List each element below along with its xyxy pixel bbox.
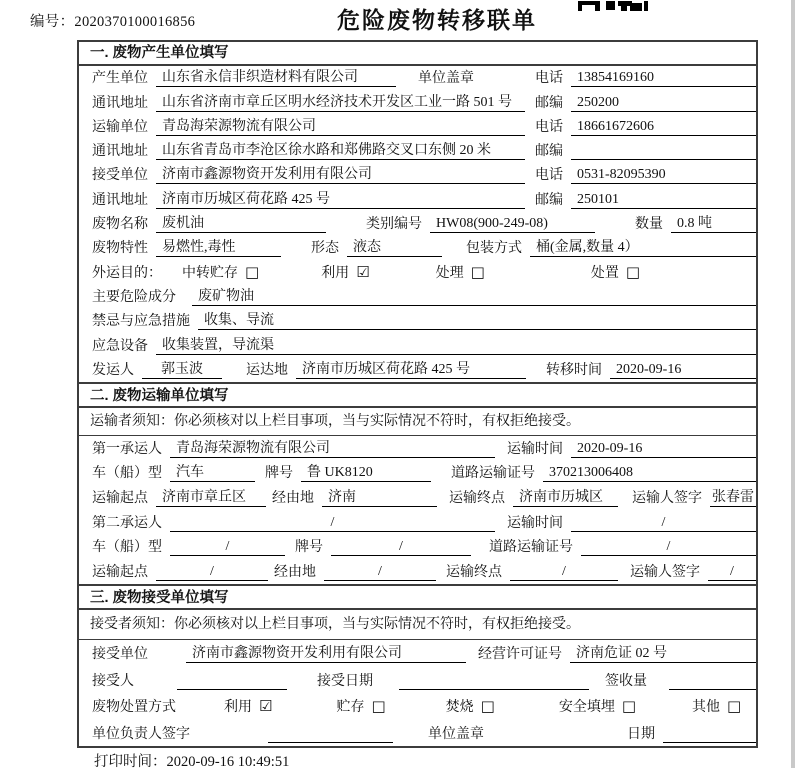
row-first-carrier	[79, 436, 756, 461]
disposal-option-burn	[446, 696, 495, 716]
terminus1-value: 济南市历城区	[513, 486, 618, 507]
date-value	[663, 726, 756, 743]
receiver-unit-value: 济南市鑫源物资开发利用有限公司	[156, 163, 525, 184]
shipper-value: 郭玉波	[142, 358, 222, 379]
transport-zip-label: 邮编	[535, 144, 563, 160]
emergency-value: 收集、导流	[198, 309, 756, 330]
disposal-landfill-label: 安全填埋	[558, 700, 615, 716]
disposal-use-label: 利用	[224, 700, 252, 716]
generator-unit-label: 产生单位	[92, 71, 148, 87]
responsible-sign-label: 单位负责人签字	[92, 726, 190, 742]
section1-title: 一. 废物产生单位填写	[79, 42, 756, 66]
transport-time2-value: /	[571, 515, 756, 532]
generator-phone-value: 13854169160	[571, 70, 756, 87]
disposal-other-checkbox: □	[727, 697, 742, 716]
print-time-value: 2020-09-16 10:49:51	[166, 754, 290, 768]
section2-content	[79, 408, 756, 584]
transport-phone-label: 电话	[535, 119, 563, 135]
vehicle2-value: /	[170, 539, 285, 556]
disposal-method-label: 废物处置方式	[92, 700, 176, 716]
purpose-use-checkbox: ☑	[356, 262, 370, 281]
emergency-label: 禁忌与应急措施	[92, 314, 190, 330]
plate2-value: /	[331, 539, 471, 556]
row-transport-purpose	[79, 260, 756, 284]
sign1-value: 张春雷	[710, 486, 756, 507]
via1-value: 济南	[322, 486, 437, 507]
plate1-value: 鲁 UK8120	[301, 461, 431, 482]
unit-seal3-label: 单位盖章	[428, 726, 484, 742]
road-cert2-label: 道路运输证号	[489, 540, 573, 556]
via2-value: /	[324, 564, 436, 581]
waste-name-value: 废机油	[156, 212, 326, 233]
disposal-option-other	[692, 696, 741, 716]
row-transport-unit	[79, 115, 756, 139]
transporter-notice: 运输者须知：你必须核对以上栏目事项，当与实际情况不符时，有权拒绝接受。	[79, 408, 756, 436]
row-waste-name	[79, 212, 756, 236]
road-cert1-label: 道路运输证号	[451, 466, 535, 482]
row-shipper	[79, 358, 756, 382]
license-label: 经营许可证号	[478, 647, 562, 663]
generator-address-value: 山东省济南市章丘区明水经济技术开发区工业一路 501 号	[156, 91, 525, 112]
page-right-edge	[791, 0, 795, 768]
packing-value: 桶(金属,数量 4）	[530, 236, 756, 257]
generator-zip-value: 250200	[571, 95, 756, 112]
receiver-zip-value: 250101	[571, 192, 756, 209]
generator-phone-label: 电话	[535, 71, 563, 87]
print-time-label: 打印时间：	[94, 754, 167, 768]
via1-label: 经由地	[272, 490, 314, 506]
plate2-label: 牌号	[295, 540, 323, 556]
responsible-sign-value	[268, 726, 393, 743]
receiver-notice: 接受者须知：你必须核对以上栏目事项，当与实际情况不符时，有权拒绝接受。	[79, 610, 756, 640]
disposal-use-checkbox: ☑	[259, 697, 273, 716]
section1-content	[79, 66, 756, 382]
row-vehicle2	[79, 535, 756, 560]
row-transport-address	[79, 139, 756, 163]
transport-address-label: 通讯地址	[92, 144, 148, 160]
destination-value: 济南市历城区荷花路 425 号	[296, 358, 526, 379]
sign2-value: /	[708, 564, 756, 581]
purpose-option-transfer	[182, 262, 259, 282]
row-emergency-measures	[79, 309, 756, 333]
receiver-address-label: 通讯地址	[92, 192, 148, 208]
purpose-treat-checkbox: □	[470, 262, 485, 281]
purpose-treat-label: 处理	[435, 265, 464, 281]
transport-unit-label: 运输单位	[92, 119, 148, 135]
packing-label: 包装方式	[466, 241, 522, 257]
quantity-value: 0.8 吨	[671, 212, 756, 233]
row-disposal-method	[79, 693, 756, 720]
section3-title: 三. 废物接受单位填写	[79, 584, 756, 610]
transport-time1-label: 运输时间	[507, 441, 563, 457]
receiver-phone-label: 电话	[535, 168, 563, 184]
sign1-label: 运输人签字	[632, 490, 702, 506]
transport-time2-label: 运输时间	[507, 515, 563, 531]
row-emergency-equipment	[79, 333, 756, 357]
row-receiver-unit	[79, 163, 756, 187]
print-time	[94, 750, 289, 768]
accept-unit-value: 济南市鑫源物资开发利用有限公司	[186, 642, 466, 663]
transfer-form	[77, 40, 758, 748]
disposal-burn-label: 焚烧	[445, 700, 474, 716]
transport-phone-value: 18661672606	[571, 119, 756, 136]
equipment-label: 应急设备	[92, 338, 148, 354]
qr-code-fragment	[578, 0, 648, 10]
via2-label: 经由地	[274, 564, 316, 580]
purpose-dispose-label: 处置	[590, 265, 619, 281]
shipper-label: 发运人	[92, 362, 134, 378]
generator-unit-value: 山东省永信非织造材料有限公司	[156, 66, 396, 87]
disposal-store-label: 贮存	[336, 700, 365, 716]
terminus2-value: /	[510, 564, 618, 581]
transport-zip-value	[571, 143, 756, 160]
purpose-transfer-label: 中转贮存	[182, 265, 238, 281]
row-accept-unit	[79, 640, 756, 667]
row-hazard-components	[79, 285, 756, 309]
row-generator-address	[79, 90, 756, 114]
second-carrier-value: /	[170, 515, 495, 532]
vehicle1-value: 汽车	[170, 461, 255, 482]
transfer-time-value: 2020-09-16	[610, 362, 756, 379]
accept-person-value	[177, 673, 287, 690]
license-value: 济南危证 02 号	[570, 642, 756, 663]
origin2-value: /	[156, 564, 268, 581]
form-value: 液态	[347, 236, 442, 257]
origin1-value: 济南市章丘区	[156, 486, 266, 507]
accept-date-label: 接受日期	[317, 673, 373, 689]
disposal-burn-checkbox: □	[480, 697, 495, 716]
accept-date-value	[399, 673, 589, 690]
terminus1-label: 运输终点	[449, 490, 505, 506]
row-route1	[79, 485, 756, 510]
doc-number-label: 编号：	[30, 14, 75, 30]
doc-number-value: 2020370100016856	[74, 14, 196, 30]
waste-trait-label: 废物特性	[92, 241, 148, 257]
generator-address-label: 通讯地址	[92, 95, 148, 111]
row-accept-person	[79, 666, 756, 693]
generator-zip-label: 邮编	[535, 95, 563, 111]
receiver-address-value: 济南市历城区荷花路 425 号	[156, 188, 525, 209]
transport-time1-value: 2020-09-16	[571, 441, 756, 458]
purpose-option-treat	[436, 262, 485, 282]
origin1-label: 运输起点	[92, 490, 148, 506]
purpose-option-use	[321, 262, 369, 282]
receiver-unit-label: 接受单位	[92, 168, 148, 184]
receiver-zip-label: 邮编	[535, 192, 563, 208]
category-value: HW08(900-249-08)	[430, 216, 595, 233]
waste-trait-value: 易燃性,毒性	[156, 236, 281, 257]
terminus2-label: 运输终点	[446, 564, 502, 580]
plate1-label: 牌号	[265, 466, 293, 482]
transport-address-value: 山东省青岛市李沧区徐水路和郑佛路交叉口东侧 20 米	[156, 139, 525, 160]
transport-unit-value: 青岛海荣源物流有限公司	[156, 115, 525, 136]
purpose-label: 外运目的：	[92, 265, 162, 281]
disposal-option-store	[336, 696, 385, 716]
purpose-transfer-checkbox: □	[245, 262, 260, 281]
row-generator-unit	[79, 66, 756, 90]
row-receiver-address	[79, 187, 756, 211]
vehicle2-label: 车（船）型	[92, 540, 162, 556]
disposal-landfill-checkbox: □	[621, 697, 637, 716]
receiver-phone-value: 0531-82095390	[571, 167, 756, 184]
form-label: 形态	[311, 241, 339, 257]
road-cert1-value: 370213006408	[543, 465, 756, 482]
section2-title: 二. 废物运输单位填写	[79, 382, 756, 408]
category-label: 类别编号	[366, 217, 422, 233]
hazard-value: 废矿物油	[192, 285, 756, 306]
purpose-use-label: 利用	[321, 265, 350, 281]
qr-blocks	[578, 1, 648, 11]
purpose-option-dispose	[591, 262, 640, 282]
signed-quantity-label: 签收量	[605, 673, 647, 689]
disposal-option-landfill	[559, 696, 636, 716]
destination-label: 运达地	[246, 362, 288, 378]
date-label: 日期	[627, 726, 655, 742]
accept-person-label: 接受人	[92, 673, 134, 689]
road-cert2-value: /	[581, 539, 756, 556]
equipment-value: 收集装置，导流渠	[156, 334, 756, 355]
purpose-dispose-checkbox: □	[625, 262, 641, 281]
sign2-label: 运输人签字	[630, 564, 700, 580]
row-second-carrier	[79, 510, 756, 535]
row-waste-trait	[79, 236, 756, 260]
row-route2	[79, 559, 756, 584]
row-responsible-signature	[79, 719, 756, 746]
hazard-label: 主要危险成分	[92, 289, 176, 305]
vehicle1-label: 车（船）型	[92, 466, 162, 482]
signed-quantity-value	[669, 673, 756, 690]
disposal-other-label: 其他	[692, 700, 721, 716]
first-carrier-label: 第一承运人	[92, 441, 162, 457]
unit-seal-label: 单位盖章	[418, 71, 474, 87]
page-title: 危险废物转移联单	[337, 7, 537, 33]
row-vehicle1	[79, 461, 756, 486]
origin2-label: 运输起点	[92, 564, 148, 580]
first-carrier-value: 青岛海荣源物流有限公司	[170, 437, 495, 458]
transfer-time-label: 转移时间	[546, 362, 602, 378]
disposal-store-checkbox: □	[371, 697, 386, 716]
disposal-option-use	[224, 696, 272, 716]
second-carrier-label: 第二承运人	[92, 515, 162, 531]
quantity-label: 数量	[635, 217, 663, 233]
waste-name-label: 废物名称	[92, 217, 148, 233]
section3-content	[79, 610, 756, 746]
accept-unit-label: 接受单位	[92, 647, 148, 663]
